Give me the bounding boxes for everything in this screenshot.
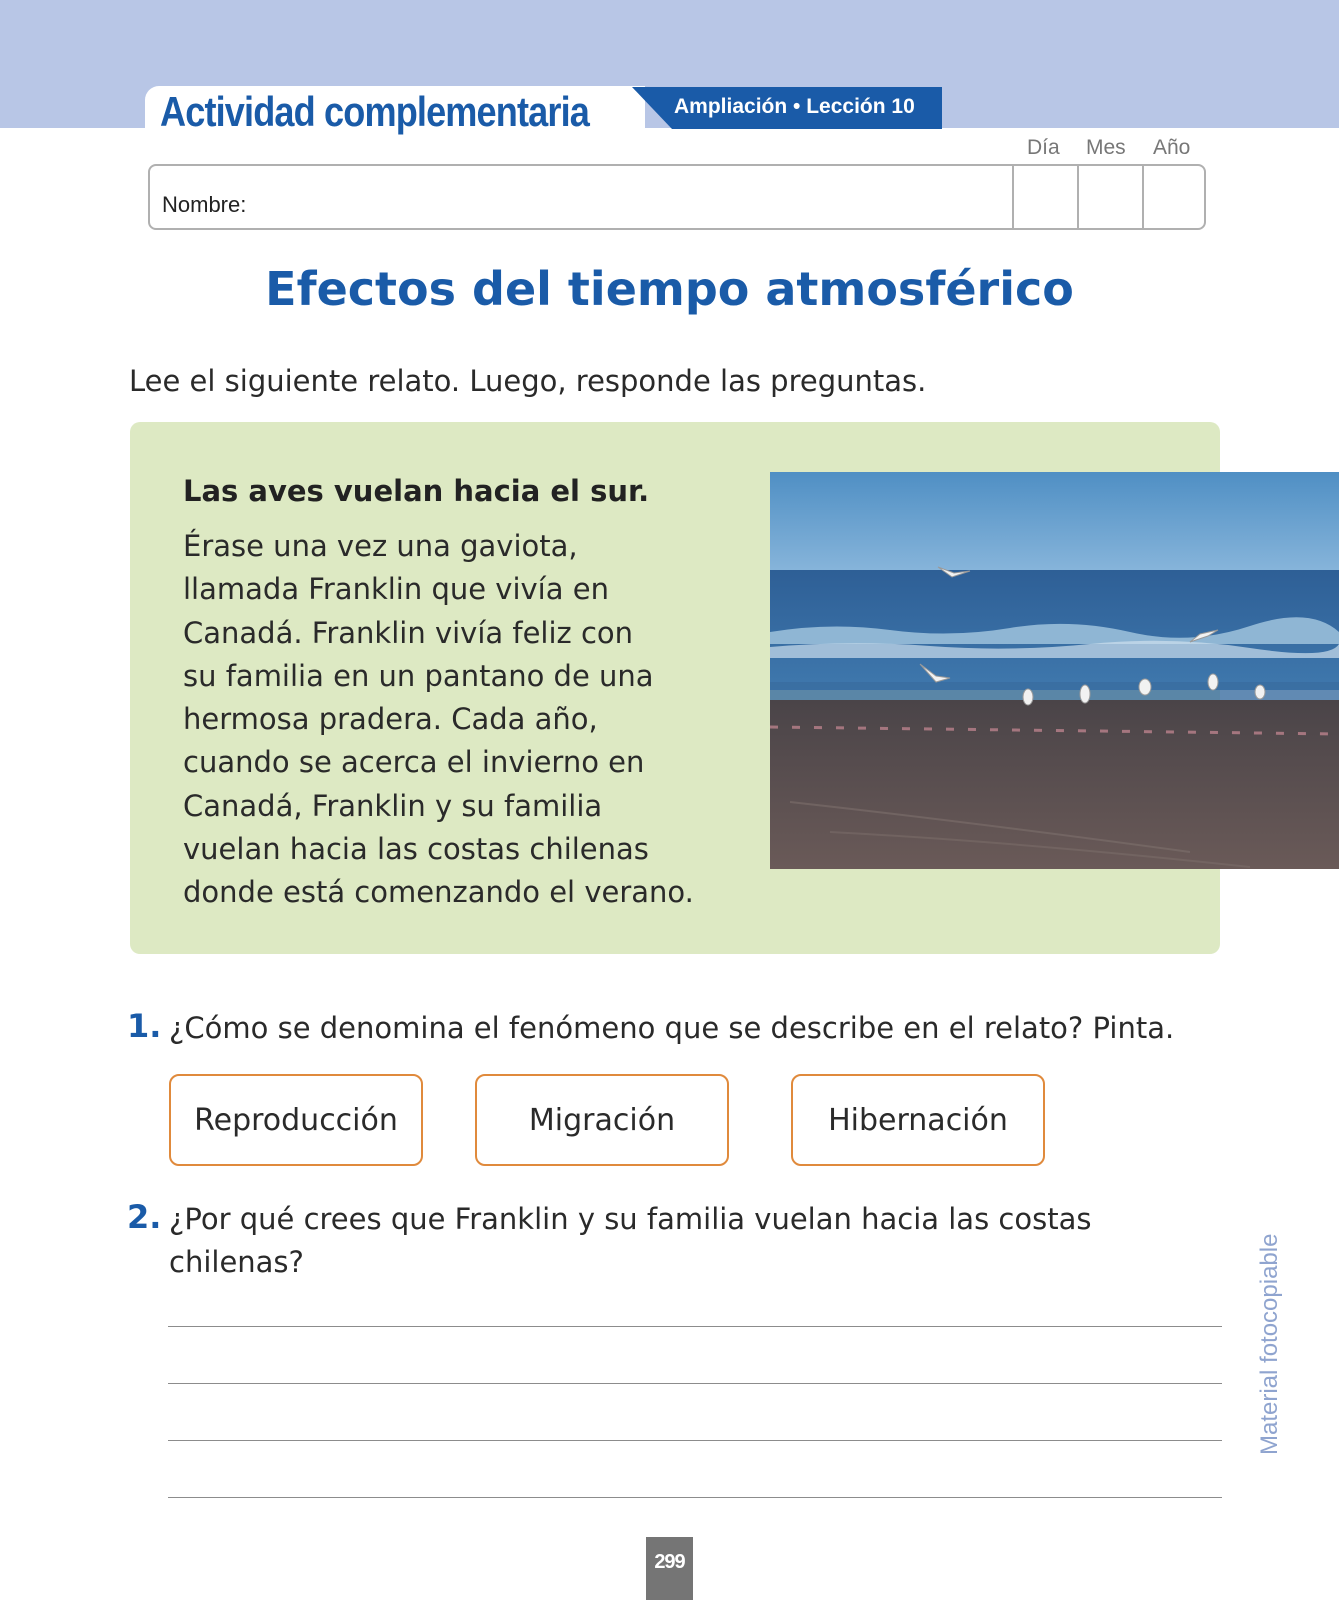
page-title: Efectos del tiempo atmosférico [265,262,1074,316]
story-line: su familia en un pantano de una [183,658,654,693]
date-divider [1142,166,1144,228]
story-line: Érase una vez una gaviota, [183,529,578,563]
story-text [183,525,743,915]
story-line: vuelan hacia las costas chilenas [183,832,649,867]
question-2-line: ¿Por qué crees que Franklin y su familia vuelan hacia las costas [169,1202,1092,1236]
seagull-beach-photo [770,472,1339,869]
question-1-text: ¿Cómo se denomina el fenómeno que se describe en el relato? Pinta. [169,1011,1175,1045]
header-title: Actividad complementaria [160,88,589,135]
story-line: Canadá. Franklin vivía feliz con [183,615,634,650]
story-line: llamada Franklin que vivía en [183,572,609,607]
option-reproduccion[interactable]: Reproducción [169,1074,423,1166]
name-label: Nombre: [162,192,247,217]
story-line: cuando se acerca el invierno en [183,745,645,780]
question-2-line: chilenas? [169,1245,304,1279]
answer-line[interactable] [168,1497,1222,1498]
instruction: Lee el siguiente relato. Luego, responde las preguntas. [129,364,927,398]
date-label-ano: Año [1153,136,1191,159]
page-number: 299 [646,1537,693,1600]
question-2-number: 2. [127,1198,162,1236]
answer-line[interactable] [168,1326,1222,1327]
answer-line[interactable] [168,1383,1222,1384]
option-hibernacion[interactable]: Hibernación [791,1074,1045,1166]
date-divider [1012,166,1014,228]
name-field[interactable] [148,164,1206,230]
question-2-text [169,1198,1091,1284]
lesson-tag-label: Ampliación • Lección 10 [674,95,915,118]
side-label: Material fotocopiable [1256,1233,1283,1455]
answer-line[interactable] [168,1440,1222,1441]
story-title: Las aves vuelan hacia el sur. [183,474,650,508]
story-line: hermosa pradera. Cada año, [183,702,598,737]
option-migracion[interactable]: Migración [475,1074,729,1166]
date-divider [1077,166,1079,228]
story-line: donde está comenzando el verano. [183,875,694,910]
date-label-mes: Mes [1086,136,1126,159]
lesson-tag [632,87,942,129]
question-1-number: 1. [127,1007,162,1045]
story-line: Canadá, Franklin y su familia [183,788,603,823]
date-label-dia: Día [1027,136,1060,159]
